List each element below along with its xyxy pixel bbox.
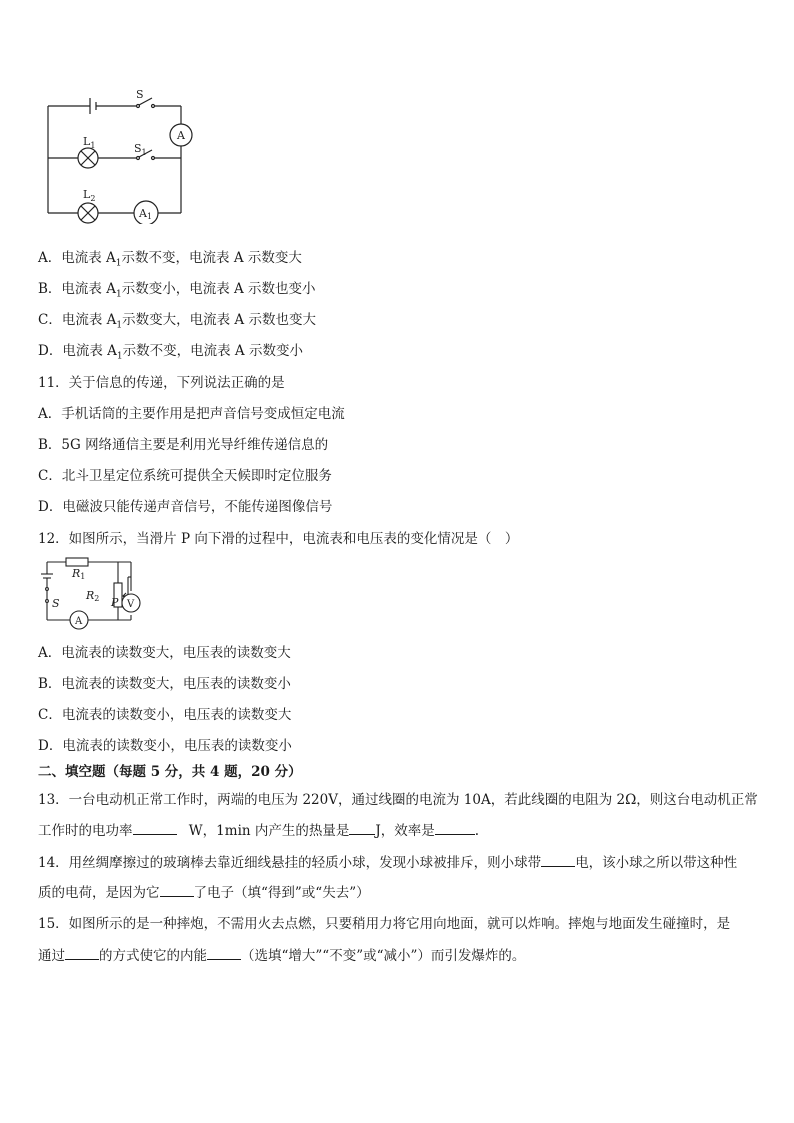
q15-line1: 15．如图所示的是一种摔炮，不需用火去点燃，只要稍用力将它用向地面，就可以炸响。摔炮与地面发生碰撞时，是 bbox=[38, 916, 731, 932]
svg-text:R1 bbox=[71, 567, 85, 581]
q12-option-c: C．电流表的读数变小，电压表的读数变大 bbox=[38, 707, 292, 723]
switch-s-label: S bbox=[136, 88, 144, 101]
svg-text:L1 bbox=[83, 135, 95, 150]
q15-blank-energy[interactable] bbox=[207, 945, 241, 960]
svg-text:L2 bbox=[83, 188, 95, 203]
q15-blank-method[interactable] bbox=[65, 945, 99, 960]
q13-blank-power[interactable] bbox=[133, 820, 177, 835]
switch-s1-subscript: 1 bbox=[141, 148, 147, 157]
q10-option-d: D．电流表 $A_1$示数不变，电流表 A 示数变小 bbox=[38, 343, 303, 362]
q12-circuit-diagram bbox=[38, 555, 158, 633]
q15-line2: 通过 的方式使它的内能 （选填“增大”“不变”或“减小”）而引发爆炸的。 bbox=[38, 945, 525, 966]
ammeter-a1-subscript: 1 bbox=[146, 212, 153, 221]
resistor-r1-icon bbox=[66, 558, 88, 566]
ammeter-label: A bbox=[75, 616, 83, 627]
q11-stem: 11．关于信息的传递，下列说法正确的是 bbox=[38, 375, 285, 391]
switch-label: S bbox=[52, 597, 60, 610]
svg-text:R2 bbox=[85, 589, 99, 603]
lamp-l1-label: L bbox=[83, 135, 91, 148]
q14-line1: 14．用丝绸摩擦过的玻璃棒去靠近细线悬挂的轻质小球，发现小球被排斥，则小球带 电，该小球之所以带这种性 bbox=[38, 852, 737, 873]
lamp-l2-subscript: 2 bbox=[90, 194, 96, 203]
slider-p-label: P bbox=[111, 596, 119, 609]
q13-line1: 13．一台电动机正常工作时，两端的电压为 220V，通过线圈的电流为 10A，若此线圈的电阻为 2Ω，则这台电动机正常 bbox=[38, 792, 758, 808]
lamp-l1-icon bbox=[78, 148, 98, 168]
q12-option-d: D．电流表的读数变小，电压表的读数变小 bbox=[38, 738, 292, 754]
ammeter-a1-label: A bbox=[139, 207, 147, 220]
q12-stem: 12．如图所示，当滑片 P 向下滑的过程中，电流表和电压表的变化情况是（ ） bbox=[38, 531, 519, 547]
q12-option-b: B．电流表的读数变大，电压表的读数变小 bbox=[38, 676, 291, 692]
q14-blank-electron[interactable] bbox=[160, 882, 194, 897]
lamp-l1-subscript: 1 bbox=[90, 141, 96, 150]
q11-option-d: D．电磁波只能传递声音信号，不能传递图像信号 bbox=[38, 499, 333, 515]
voltmeter-label: V bbox=[127, 599, 135, 610]
lamp-l2-icon bbox=[78, 203, 98, 223]
q14-line2: 质的电荷，是因为它 了电子（填“得到”或“失去”） bbox=[38, 882, 370, 903]
section-heading: 二、填空题（每题 5 分，共 4 题，20 分） bbox=[38, 764, 302, 780]
r2-label: R bbox=[86, 589, 95, 602]
q10-option-c: C．电流表 $A_1$示数变大，电流表 A 示数也变大 bbox=[38, 312, 316, 331]
q11-option-b: B．5G 网络通信主要是利用光导纤维传递信息的 bbox=[38, 437, 329, 453]
lamp-l2-label: L bbox=[83, 188, 91, 201]
q11-option-c: C．北斗卫星定位系统可提供全天候即时定位服务 bbox=[38, 468, 332, 484]
q13-blank-efficiency[interactable] bbox=[435, 820, 475, 835]
q14-blank-charge[interactable] bbox=[541, 852, 575, 867]
q13-line2: 工作时的电功率 W，1min 内产生的热量是 J，效率是 . bbox=[38, 820, 479, 841]
q13-blank-heat[interactable] bbox=[349, 820, 375, 835]
switch-s1-label: S bbox=[134, 142, 142, 155]
svg-text:S1 bbox=[134, 142, 147, 157]
q12-option-a: A．电流表的读数变大，电压表的读数变大 bbox=[38, 645, 291, 661]
q11-option-a: A．手机话筒的主要作用是把声音信号变成恒定电流 bbox=[38, 406, 345, 422]
r1-label: R bbox=[72, 567, 81, 580]
q10-option-b: B．电流表 $A_1$示数变小，电流表 A 示数也变小 bbox=[38, 281, 316, 300]
r2-subscript: 2 bbox=[94, 594, 100, 603]
ammeter-a-label: A bbox=[177, 129, 185, 142]
q10-circuit-diagram bbox=[40, 88, 200, 224]
r1-subscript: 1 bbox=[80, 572, 86, 581]
q10-option-a: A．电流表 $A_1$示数不变，电流表 A 示数变大 bbox=[38, 250, 302, 269]
